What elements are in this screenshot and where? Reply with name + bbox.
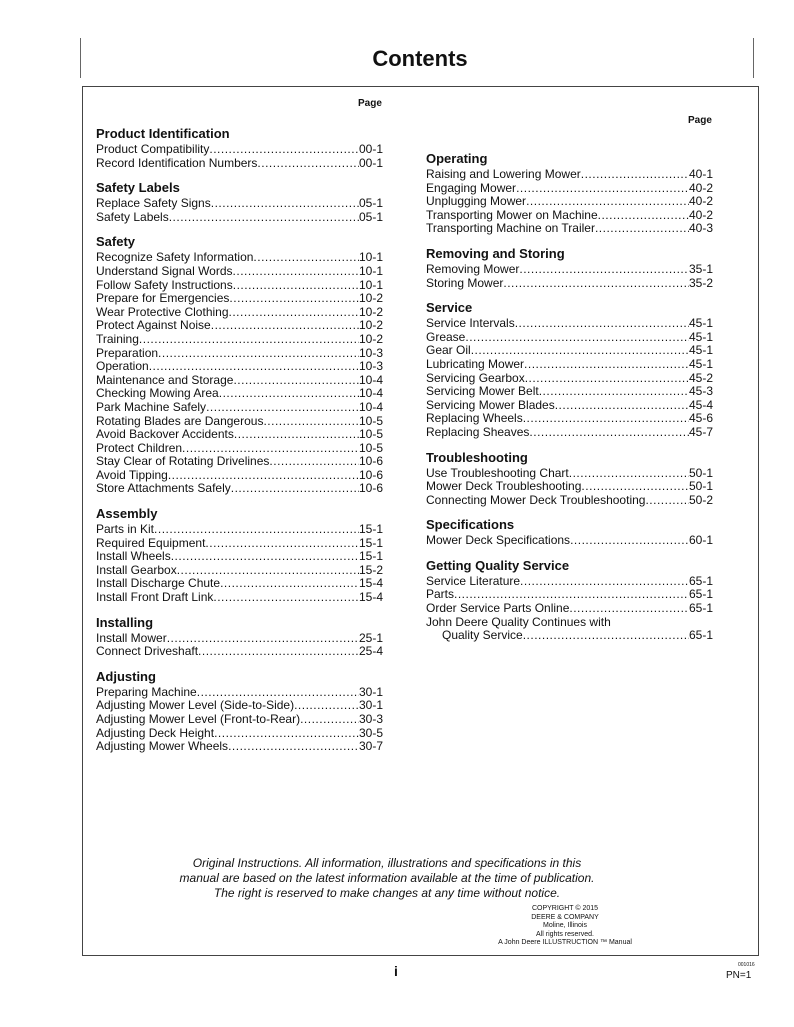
dot-leader: [233, 265, 359, 279]
section-heading: Specifications: [426, 517, 515, 533]
toc-entry[interactable]: [96, 197, 383, 211]
toc-entry[interactable]: [426, 222, 713, 236]
toc-entry[interactable]: [96, 523, 383, 537]
toc-entry-label: Install Mower: [96, 630, 167, 645]
toc-section-operating: [426, 151, 713, 236]
copyright-line: COPYRIGHT © 2015: [531, 905, 599, 912]
toc-entry-label: Service Literature: [426, 573, 521, 588]
copyright-block: [480, 905, 650, 948]
dot-leader: [197, 686, 359, 700]
toc-entry-label: Raising and Lowering Mower: [426, 167, 581, 181]
dot-leader: [167, 632, 359, 646]
toc-entry-label: Protect Against Noise: [96, 318, 211, 333]
toc-entry[interactable]: [426, 534, 713, 548]
toc-entry-label: Servicing Mower Belt: [426, 384, 539, 399]
toc-entry[interactable]: [96, 279, 383, 293]
toc-entry[interactable]: [96, 482, 383, 496]
toc-entry-page: 05-1: [358, 196, 383, 211]
toc-entry-page: 60-1: [688, 533, 713, 548]
toc-entry-label: Removing Mower: [426, 261, 520, 276]
pn-label: PN=1: [726, 970, 752, 981]
dot-leader: [205, 537, 359, 551]
toc-entry[interactable]: [96, 469, 383, 483]
toc-entry[interactable]: [96, 415, 383, 429]
dot-leader: [233, 374, 359, 388]
toc-entry-label: Engaging Mower: [426, 180, 517, 195]
toc-entry-label: Adjusting Mower Level (Side-to-Side): [96, 698, 295, 713]
toc-entry-label: Stay Clear of Rotating Drivelines: [96, 454, 270, 469]
section-heading: Safety Labels: [96, 180, 180, 196]
dot-leader: [569, 602, 689, 616]
section-heading: Safety: [96, 234, 136, 250]
toc-entry[interactable]: [96, 455, 383, 469]
toc-entry[interactable]: [426, 372, 713, 386]
toc-entry-label: Avoid Tipping: [96, 467, 168, 482]
toc-entry-label: Connecting Mower Deck Troubleshooting: [426, 492, 646, 507]
toc-entry-page: 40-1: [688, 167, 713, 181]
toc-entry[interactable]: [426, 602, 713, 616]
dot-leader: [209, 143, 359, 157]
toc-entry-page: 10-2: [358, 291, 383, 306]
toc-entry-label: Use Troubleshooting Chart: [426, 465, 569, 480]
toc-entry-label: Adjusting Mower Level (Front-to-Rear): [96, 712, 301, 726]
toc-entry-page: 10-3: [358, 359, 383, 374]
toc-entry[interactable]: [96, 686, 383, 700]
copyright-line: A John Deere ILLUSTRUCTION ™ Manual: [498, 939, 632, 946]
toc-entry-page: 30-5: [358, 725, 383, 740]
toc-entry-page: 25-1: [358, 630, 383, 645]
toc-entry-label: Gear Oil: [426, 343, 471, 358]
toc-entry-page: 10-2: [358, 318, 383, 333]
toc-left-column: [96, 126, 383, 764]
dot-leader: [581, 480, 689, 494]
toc-entry[interactable]: [96, 442, 383, 456]
dot-leader: [454, 588, 689, 602]
toc-entry-page: 45-2: [688, 370, 713, 385]
toc-entry[interactable]: [96, 713, 383, 727]
toc-entry-page: 45-1: [688, 316, 713, 331]
toc-entry-page: 40-2: [688, 207, 713, 222]
toc-entry-label: John Deere Quality Continues with: [426, 614, 611, 629]
toc-entry[interactable]: [96, 591, 383, 605]
toc-entry-label: Parts: [426, 587, 455, 602]
dot-leader: [539, 385, 689, 399]
toc-entry-label: Park Machine Safely: [96, 399, 207, 414]
toc-entry-label: Rotating Blades are Dangerous: [96, 413, 264, 428]
notice-line: The right is reserved to make changes at any time without notice.: [213, 886, 561, 900]
dot-leader: [231, 482, 359, 496]
section-heading: Product Identification: [96, 126, 230, 141]
toc-entry[interactable]: [96, 347, 383, 361]
dot-leader: [523, 629, 689, 643]
toc-entry-label: Safety Labels: [96, 209, 169, 224]
toc-entry-page: 30-7: [358, 739, 383, 754]
dot-leader: [253, 251, 359, 265]
toc-entry-label: Parts in Kit: [96, 522, 155, 537]
toc-entry-label: Quality Service: [442, 628, 523, 643]
toc-entry-page: 10-1: [358, 277, 383, 292]
toc-entry-page: 45-1: [688, 343, 713, 358]
toc-entry-page: 10-5: [358, 440, 383, 455]
toc-entry-label: Install Front Draft Link: [96, 590, 214, 605]
dot-leader: [257, 157, 359, 171]
toc-entry-label: Adjusting Deck Height: [96, 725, 215, 740]
section-heading: Assembly: [96, 506, 158, 522]
toc-entry[interactable]: [96, 333, 383, 347]
toc-entry[interactable]: [426, 480, 713, 494]
toc-entry-page: 30-1: [358, 698, 383, 713]
page-number: i: [394, 963, 398, 979]
toc-entry-page: 45-7: [688, 424, 713, 439]
dot-leader: [300, 713, 359, 727]
toc-entry-page: 00-1: [358, 142, 383, 156]
toc-entry-page: 45-3: [688, 384, 713, 399]
toc-entry[interactable]: [96, 550, 383, 564]
toc-entry[interactable]: [426, 344, 713, 358]
section-heading: Installing: [96, 614, 154, 630]
toc-entry[interactable]: [96, 577, 383, 591]
toc-entry-label: Mower Deck Specifications: [426, 533, 571, 548]
toc-entry-page: 05-1: [358, 209, 383, 224]
page-column-heading-right: Page: [688, 115, 712, 126]
toc-entry[interactable]: [96, 699, 383, 713]
notice-line: Original Instructions. All information, illustrations and specifications in this: [192, 856, 582, 870]
toc-entry-page: 40-3: [688, 221, 713, 236]
dot-leader: [520, 575, 689, 589]
toc-entry-page: 10-5: [358, 427, 383, 442]
toc-entry[interactable]: [426, 575, 713, 589]
toc-entry[interactable]: [96, 401, 383, 415]
toc-entry-label: Mower Deck Troubleshooting: [426, 479, 582, 494]
dot-leader: [523, 412, 689, 426]
dot-leader: [206, 401, 359, 415]
toc-section-product-identification: [96, 126, 383, 170]
toc-entry[interactable]: [426, 317, 713, 331]
toc-entry-label: Checking Mowing Area: [96, 386, 219, 401]
toc-entry-page: 15-2: [358, 562, 383, 577]
dot-leader: [465, 331, 689, 345]
dot-leader: [581, 168, 689, 182]
toc-entry-label: Training: [96, 331, 139, 346]
dot-leader: [570, 534, 689, 548]
toc-entry[interactable]: [96, 292, 383, 306]
toc-entry-label: Grease: [426, 329, 466, 344]
toc-entry-page: 35-2: [688, 275, 713, 290]
toc-entry-label: Maintenance and Storage: [96, 372, 234, 387]
toc-entry[interactable]: [96, 265, 383, 279]
dot-leader: [471, 344, 689, 358]
toc-entry-page: 10-2: [358, 331, 383, 346]
toc-entry-page: 10-4: [358, 399, 383, 414]
dot-leader: [263, 415, 359, 429]
dot-leader: [503, 277, 689, 291]
toc-entry-page: 10-1: [358, 250, 383, 265]
toc-entry-page: 25-4: [358, 644, 383, 659]
section-heading: Getting Quality Service: [426, 557, 570, 573]
toc-section-safety-labels: [96, 180, 383, 224]
toc-entry[interactable]: [426, 168, 713, 182]
toc-entry-label: Transporting Mower on Machine: [426, 207, 598, 222]
toc-entry[interactable]: [96, 143, 383, 157]
toc-entry-page: 45-1: [688, 329, 713, 344]
page-column-heading-left: Page: [358, 98, 382, 109]
section-heading: Operating: [426, 151, 488, 166]
dot-leader: [168, 469, 359, 483]
toc-entry-label: Transporting Machine on Trailer: [426, 221, 595, 236]
toc-entry[interactable]: [426, 426, 713, 440]
toc-entry[interactable]: [96, 306, 383, 320]
toc-section-assembly: [96, 506, 383, 605]
toc-right-column: [426, 151, 713, 653]
dot-leader: [219, 387, 359, 401]
toc-entry-page: 30-1: [358, 684, 383, 699]
toc-entry-label: Understand Signal Words: [96, 263, 233, 278]
toc-entry-page: 15-4: [358, 576, 383, 591]
toc-entry-label: Record Identification Numbers: [96, 155, 258, 170]
toc-entry-label: Avoid Backover Accidents: [96, 427, 234, 442]
toc-entry-label: Install Wheels: [96, 549, 171, 564]
dot-leader: [519, 263, 689, 277]
toc-entry[interactable]: [96, 740, 383, 754]
toc-entry[interactable]: [426, 331, 713, 345]
toc-entry-page: 65-1: [688, 628, 713, 643]
dot-leader: [211, 197, 359, 211]
toc-entry-page: 10-4: [358, 386, 383, 401]
toc-entry-page: 35-1: [688, 261, 713, 276]
original-instructions-notice: [82, 856, 692, 901]
toc-entry-page: 50-2: [688, 492, 713, 507]
dot-leader: [526, 195, 689, 209]
toc-entry[interactable]: [96, 157, 383, 171]
dot-leader: [228, 740, 359, 754]
toc-entry[interactable]: [426, 412, 713, 426]
dot-leader: [154, 523, 359, 537]
toc-section-specifications: [426, 517, 713, 548]
dot-leader: [569, 467, 689, 481]
dot-leader: [229, 306, 359, 320]
dot-leader: [171, 550, 359, 564]
toc-entry[interactable]: [96, 564, 383, 578]
dot-leader: [233, 279, 359, 293]
toc-section-service: [426, 300, 713, 439]
toc-section-installing: [96, 615, 383, 659]
toc-entry-page: 10-1: [358, 263, 383, 278]
toc-entry-page: 10-3: [358, 345, 383, 360]
dot-leader: [182, 442, 359, 456]
toc-entry-label: Store Attachments Safely: [96, 481, 231, 496]
toc-entry-page: 45-1: [688, 356, 713, 371]
dot-leader: [529, 426, 689, 440]
toc-entry-label: Connect Driveshaft: [96, 644, 199, 659]
toc-entry[interactable]: [426, 616, 713, 630]
dot-leader: [177, 564, 359, 578]
section-heading: Removing and Storing: [426, 245, 565, 261]
toc-entry-label: Operation: [96, 359, 149, 374]
toc-entry-page: 30-3: [358, 712, 383, 726]
toc-entry[interactable]: [96, 360, 383, 374]
toc-entry[interactable]: [96, 374, 383, 388]
toc-entry[interactable]: [426, 209, 713, 223]
toc-entry-page: 15-1: [358, 535, 383, 550]
toc-entry-label: Wear Protective Clothing: [96, 304, 229, 319]
toc-entry[interactable]: [426, 629, 713, 643]
copyright-line: DEERE & COMPANY: [531, 913, 599, 921]
document-code: 001016: [738, 962, 755, 968]
toc-entry-label: Prepare for Emergencies: [96, 291, 230, 306]
dot-leader: [645, 494, 689, 508]
toc-entry-label: Order Service Parts Online: [426, 601, 570, 616]
dot-leader: [211, 319, 359, 333]
toc-entry[interactable]: [426, 385, 713, 399]
dot-leader: [158, 347, 359, 361]
toc-entry[interactable]: [426, 494, 713, 508]
toc-entry[interactable]: [426, 182, 713, 196]
dot-leader: [525, 372, 689, 386]
toc-entry-page: 65-1: [688, 587, 713, 602]
dot-leader: [598, 209, 689, 223]
toc-entry-page: 10-2: [358, 304, 383, 319]
toc-section-removing-and-storing: [426, 246, 713, 290]
toc-entry-label: Lubricating Mower: [426, 356, 525, 371]
toc-entry[interactable]: [426, 195, 713, 209]
toc-entry-label: Replacing Sheaves: [426, 424, 530, 439]
toc-entry[interactable]: [426, 588, 713, 602]
toc-entry-label: Unplugging Mower: [426, 194, 527, 209]
toc-section-safety: [96, 234, 383, 496]
toc-entry[interactable]: [96, 727, 383, 741]
toc-entry-page: 45-4: [688, 397, 713, 412]
toc-entry[interactable]: [96, 632, 383, 646]
toc-entry[interactable]: [426, 277, 713, 291]
toc-entry-label: Service Intervals: [426, 316, 515, 331]
toc-entry[interactable]: [96, 428, 383, 442]
toc-entry-page: 10-6: [358, 454, 383, 469]
dot-leader: [214, 727, 359, 741]
toc-entry[interactable]: [96, 211, 383, 225]
toc-entry-label: Preparation: [96, 345, 159, 360]
toc-entry-label: Adjusting Mower Wheels: [96, 739, 229, 754]
toc-entry-label: Replacing Wheels: [426, 411, 523, 426]
toc-entry-page: 10-6: [358, 467, 383, 482]
dot-leader: [213, 591, 359, 605]
toc-section-getting-quality-service: [426, 558, 713, 643]
toc-entry-page: 00-1: [358, 155, 383, 170]
dot-leader: [220, 577, 359, 591]
dot-leader: [139, 333, 359, 347]
toc-entry[interactable]: [96, 319, 383, 333]
section-heading: Adjusting: [96, 668, 156, 684]
toc-entry-page: 40-2: [688, 194, 713, 209]
toc-entry-page: 45-6: [688, 411, 713, 426]
toc-entry-page: 15-1: [358, 549, 383, 564]
toc-entry-label: Replace Safety Signs: [96, 196, 211, 211]
toc-entry[interactable]: [96, 251, 383, 265]
dot-leader: [555, 399, 689, 413]
dot-leader: [169, 211, 359, 225]
toc-entry[interactable]: [96, 537, 383, 551]
toc-entry-label: Install Gearbox: [96, 562, 177, 577]
dot-leader: [269, 455, 359, 469]
toc-entry[interactable]: [426, 399, 713, 413]
dot-leader: [234, 428, 359, 442]
toc-entry-label: Servicing Mower Blades: [426, 397, 555, 412]
dot-leader: [198, 645, 359, 659]
dot-leader: [595, 222, 689, 236]
toc-entry-page: 65-1: [688, 601, 713, 616]
toc-entry-page: 50-1: [688, 479, 713, 494]
dot-leader: [149, 360, 359, 374]
toc-entry-label: Recognize Safety Information: [96, 250, 254, 265]
page-title: Contents: [372, 46, 468, 71]
toc-entry[interactable]: [96, 645, 383, 659]
toc-entry[interactable]: [426, 358, 713, 372]
toc-entry[interactable]: [426, 263, 713, 277]
toc-entry-page: 10-6: [358, 481, 383, 496]
toc-section-troubleshooting: [426, 450, 713, 508]
dot-leader: [515, 317, 689, 331]
dot-leader: [524, 358, 689, 372]
section-heading: Service: [426, 300, 473, 316]
toc-entry-page: 15-1: [358, 522, 383, 537]
toc-entry-label: Required Equipment: [96, 535, 206, 550]
toc-entry-label: Storing Mower: [426, 275, 504, 290]
toc-entry-page: 50-1: [688, 465, 713, 480]
dot-leader: [516, 182, 689, 196]
notice-line: manual are based on the latest information available at the time of publication.: [179, 871, 595, 885]
toc-entry-label: Preparing Machine: [96, 684, 197, 699]
toc-entry-label: Follow Safety Instructions: [96, 277, 233, 292]
copyright-line: Moline, Illinois: [543, 922, 587, 929]
dot-leader: [229, 292, 359, 306]
toc-entry-page: 10-4: [358, 372, 383, 387]
copyright-line: All rights reserved.: [536, 930, 594, 938]
toc-entry-label: Protect Children: [96, 440, 183, 455]
toc-entry[interactable]: [426, 467, 713, 481]
toc-entry-page: 65-1: [688, 573, 713, 588]
dot-leader: [294, 699, 359, 713]
toc-entry-page: 10-5: [358, 413, 383, 428]
toc-entry-page: 40-2: [688, 180, 713, 195]
toc-entry-label: Product Compatibility: [96, 142, 210, 156]
toc-entry[interactable]: [96, 387, 383, 401]
toc-entry-label: Servicing Gearbox: [426, 370, 525, 385]
toc-section-adjusting: [96, 669, 383, 754]
section-heading: Troubleshooting: [426, 449, 528, 465]
toc-entry-label: Install Discharge Chute: [96, 576, 221, 591]
toc-entry-page: 15-4: [358, 590, 383, 605]
